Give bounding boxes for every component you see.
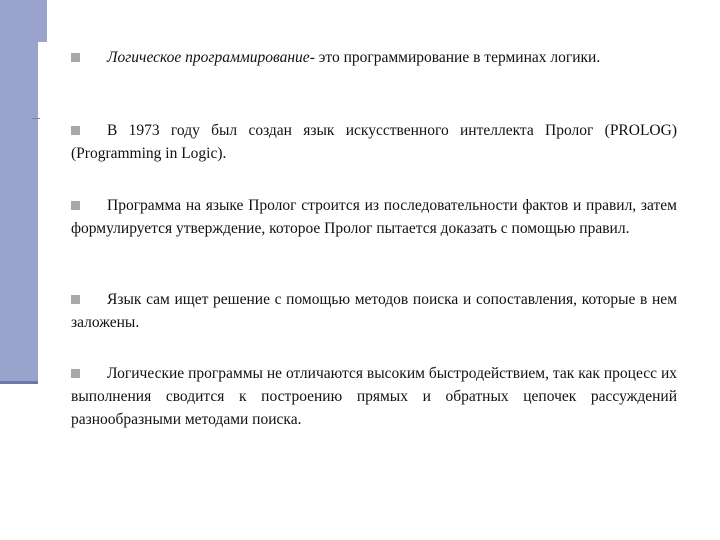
- bullet-text: В 1973 году был создан язык искусственного интеллекта Пролог (PROLOG) (Programming in Logic).: [71, 122, 677, 162]
- bullet-square-icon: [71, 369, 80, 378]
- decor-tick: [32, 118, 40, 119]
- decor-notch: [38, 0, 47, 42]
- bullet-text: - это программирование в терминах логики.: [309, 49, 601, 66]
- bullet-square-icon: [71, 295, 80, 304]
- bullet-square-icon: [71, 126, 80, 135]
- decor-bottom-line: [0, 381, 38, 384]
- bullet-text: Программа на языке Пролог строится из последовательности фактов и правил, затем формулируется утверждение, которое Пролог пытается доказать с помощью правил.: [71, 197, 677, 237]
- bullet-item-2: [71, 119, 677, 165]
- bullet-item-3: [71, 194, 677, 240]
- bullet-item-4: [71, 288, 677, 334]
- bullet-item-1: [71, 46, 677, 69]
- bullet-item-5: [71, 362, 677, 431]
- bullet-square-icon: [71, 53, 80, 62]
- bullet-square-icon: [71, 201, 80, 210]
- bullet-text: Язык сам ищет решение с помощью методов поиска и сопоставления, которые в нем заложены.: [71, 291, 677, 331]
- left-decor-bar: [0, 0, 38, 383]
- bullet-text: Логические программы не отличаются высоким быстродействием, так как процесс их выполнения сводится к построению прямых и обратных цепочек рассуждений разнообразными методами поиска.: [71, 365, 677, 428]
- term-logic-programming: Логическое программирование: [107, 49, 310, 66]
